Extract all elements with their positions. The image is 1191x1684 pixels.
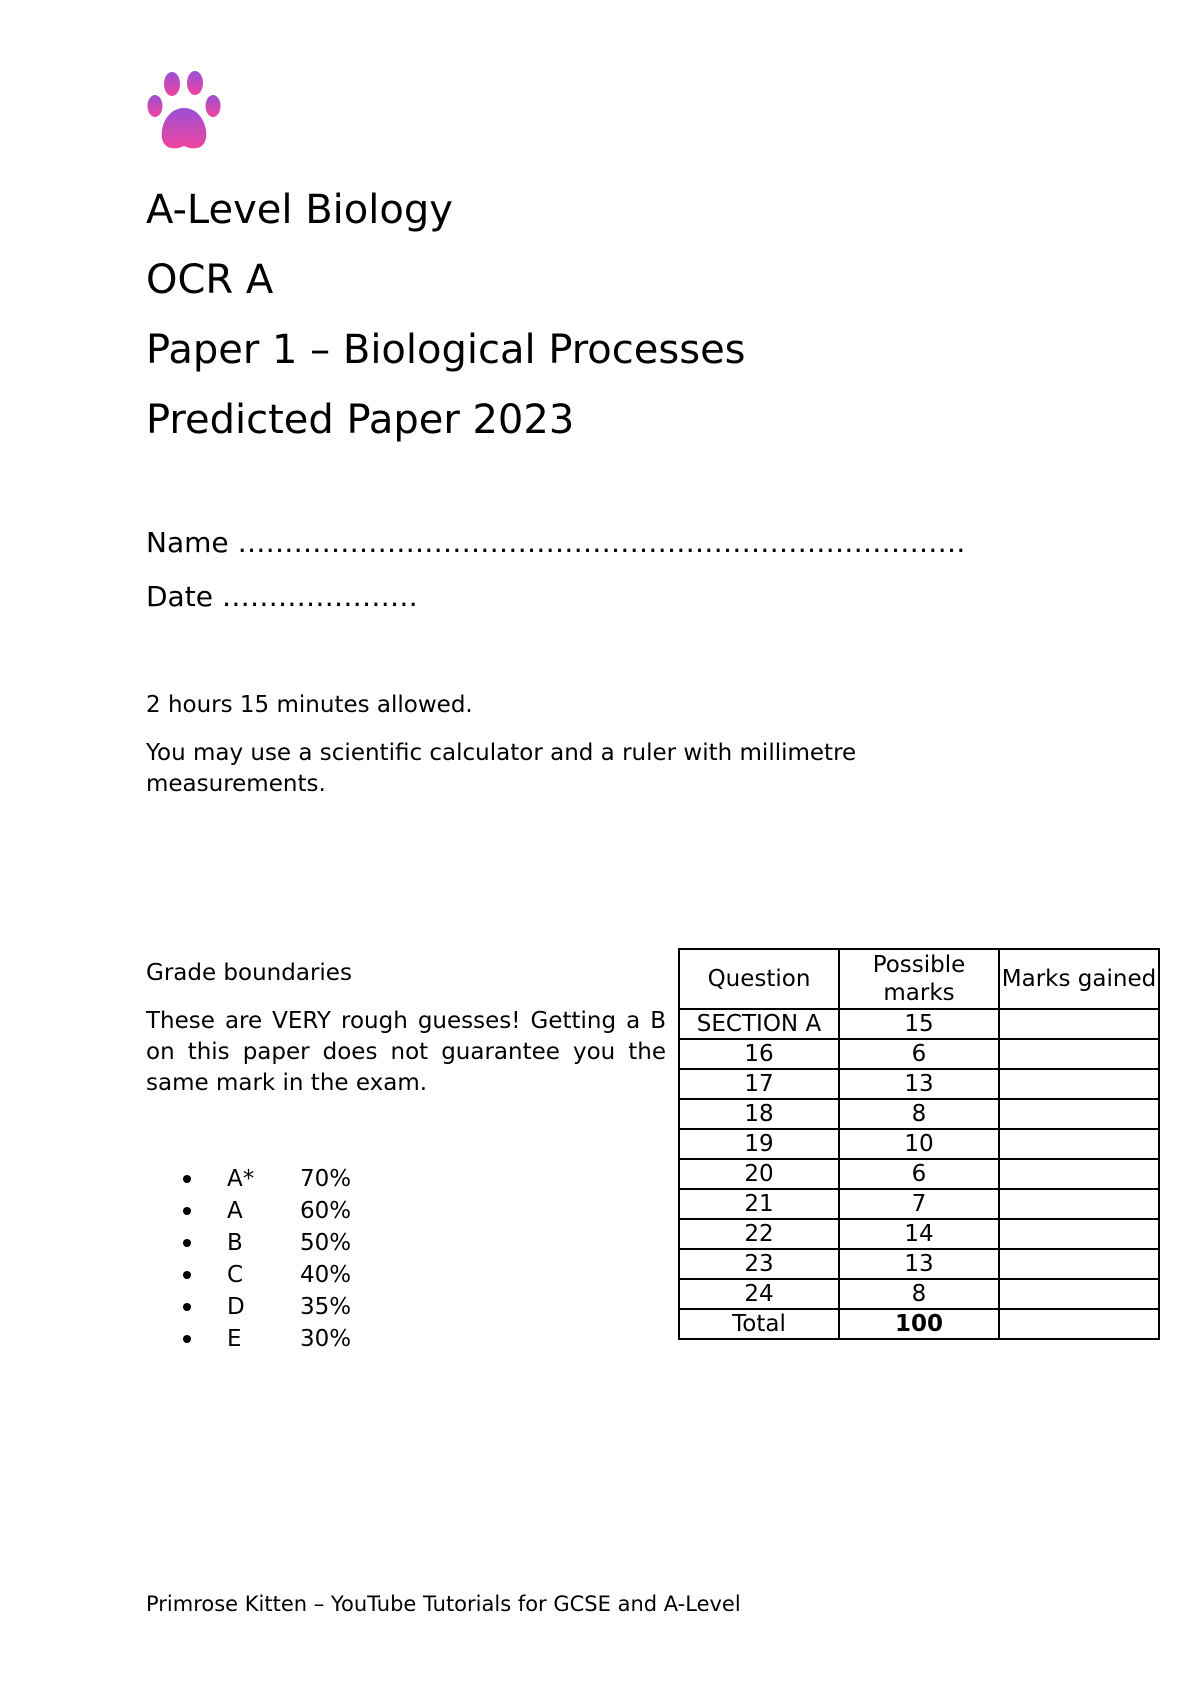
gained-cell[interactable] <box>999 1159 1159 1189</box>
grade-percent: 40% <box>300 1262 352 1288</box>
gained-cell[interactable] <box>999 1249 1159 1279</box>
time-allowed: 2 hours 15 minutes allowed. <box>146 692 473 718</box>
table-row <box>679 1099 1159 1129</box>
possible-cell: 14 <box>839 1219 999 1249</box>
grade-letter: A* <box>227 1166 255 1192</box>
equipment-note: You may use a scientific calculator and a ruler with millimetre measurements. <box>146 740 857 797</box>
grade-boundaries-heading: Grade boundaries <box>146 960 352 986</box>
bullet-icon <box>183 1239 191 1247</box>
table-row <box>679 1129 1159 1159</box>
grade-letter: C <box>227 1262 244 1288</box>
gained-cell[interactable] <box>999 1009 1159 1039</box>
possible-cell: 13 <box>839 1069 999 1099</box>
grade-boundaries-note: These are VERY rough guesses! Getting a B on this paper does not guarantee you the same mark in the exam. <box>146 1008 666 1096</box>
grade-item <box>146 1195 351 1227</box>
question-cell: SECTION A <box>679 1009 839 1039</box>
table-row <box>679 1069 1159 1099</box>
grade-letter: E <box>227 1326 242 1352</box>
grade-item <box>146 1259 351 1291</box>
grade-letter: D <box>227 1294 245 1320</box>
possible-cell: 8 <box>839 1279 999 1309</box>
gained-cell[interactable] <box>999 1039 1159 1069</box>
gained-cell[interactable] <box>999 1189 1159 1219</box>
table-row <box>679 1249 1159 1279</box>
marks-table <box>678 948 1160 1340</box>
question-cell: 20 <box>679 1159 839 1189</box>
possible-cell: 6 <box>839 1039 999 1069</box>
bullet-icon <box>183 1207 191 1215</box>
grade-item <box>146 1163 351 1195</box>
paper-year: Predicted Paper 2023 <box>146 397 575 443</box>
grade-list <box>146 1163 351 1355</box>
gained-cell[interactable] <box>999 1129 1159 1159</box>
header-question: Question <box>679 949 839 1009</box>
grade-letter: A <box>227 1198 243 1224</box>
table-row <box>679 1279 1159 1309</box>
header-marks-gained: Marks gained <box>999 949 1159 1009</box>
paper-title: Paper 1 – Biological Processes <box>146 327 746 373</box>
gained-cell[interactable] <box>999 1219 1159 1249</box>
grade-item <box>146 1323 351 1355</box>
question-cell: 24 <box>679 1279 839 1309</box>
grade-percent: 50% <box>300 1230 352 1256</box>
course-title: A-Level Biology <box>146 187 453 233</box>
bullet-icon <box>183 1335 191 1343</box>
question-cell: 16 <box>679 1039 839 1069</box>
question-cell: 19 <box>679 1129 839 1159</box>
date-field: Date ………………… <box>146 580 418 613</box>
question-cell: 22 <box>679 1219 839 1249</box>
table-row <box>679 1159 1159 1189</box>
bullet-icon <box>183 1175 191 1183</box>
bullet-icon <box>183 1303 191 1311</box>
question-cell: 17 <box>679 1069 839 1099</box>
grade-item <box>146 1227 351 1259</box>
table-row <box>679 1219 1159 1249</box>
gained-cell[interactable] <box>999 1099 1159 1129</box>
question-cell: 18 <box>679 1099 839 1129</box>
bullet-icon <box>183 1271 191 1279</box>
name-field: Name …………………………………………………………………… <box>146 526 966 559</box>
grade-item <box>146 1291 351 1323</box>
grade-percent: 30% <box>300 1326 352 1352</box>
total-possible: 100 <box>839 1309 999 1339</box>
total-label: Total <box>679 1309 839 1339</box>
total-gained-cell[interactable] <box>999 1309 1159 1339</box>
grade-percent: 35% <box>300 1294 352 1320</box>
exam-board: OCR A <box>146 257 274 303</box>
grade-percent: 60% <box>300 1198 352 1224</box>
possible-cell: 7 <box>839 1189 999 1219</box>
table-row <box>679 1009 1159 1039</box>
table-row <box>679 1039 1159 1069</box>
paw-print-logo-icon <box>146 70 222 152</box>
question-cell: 21 <box>679 1189 839 1219</box>
total-row <box>679 1309 1159 1339</box>
possible-cell: 13 <box>839 1249 999 1279</box>
possible-cell: 15 <box>839 1009 999 1039</box>
table-header-row <box>679 949 1159 1009</box>
header-possible-marks: Possible marks <box>839 949 999 1009</box>
possible-cell: 8 <box>839 1099 999 1129</box>
gained-cell[interactable] <box>999 1279 1159 1309</box>
gained-cell[interactable] <box>999 1069 1159 1099</box>
grade-percent: 70% <box>300 1166 352 1192</box>
table-row <box>679 1189 1159 1219</box>
possible-cell: 6 <box>839 1159 999 1189</box>
possible-cell: 10 <box>839 1129 999 1159</box>
question-cell: 23 <box>679 1249 839 1279</box>
footer-credit: Primrose Kitten – YouTube Tutorials for GCSE and A-Level <box>146 1592 741 1616</box>
grade-letter: B <box>227 1230 243 1256</box>
